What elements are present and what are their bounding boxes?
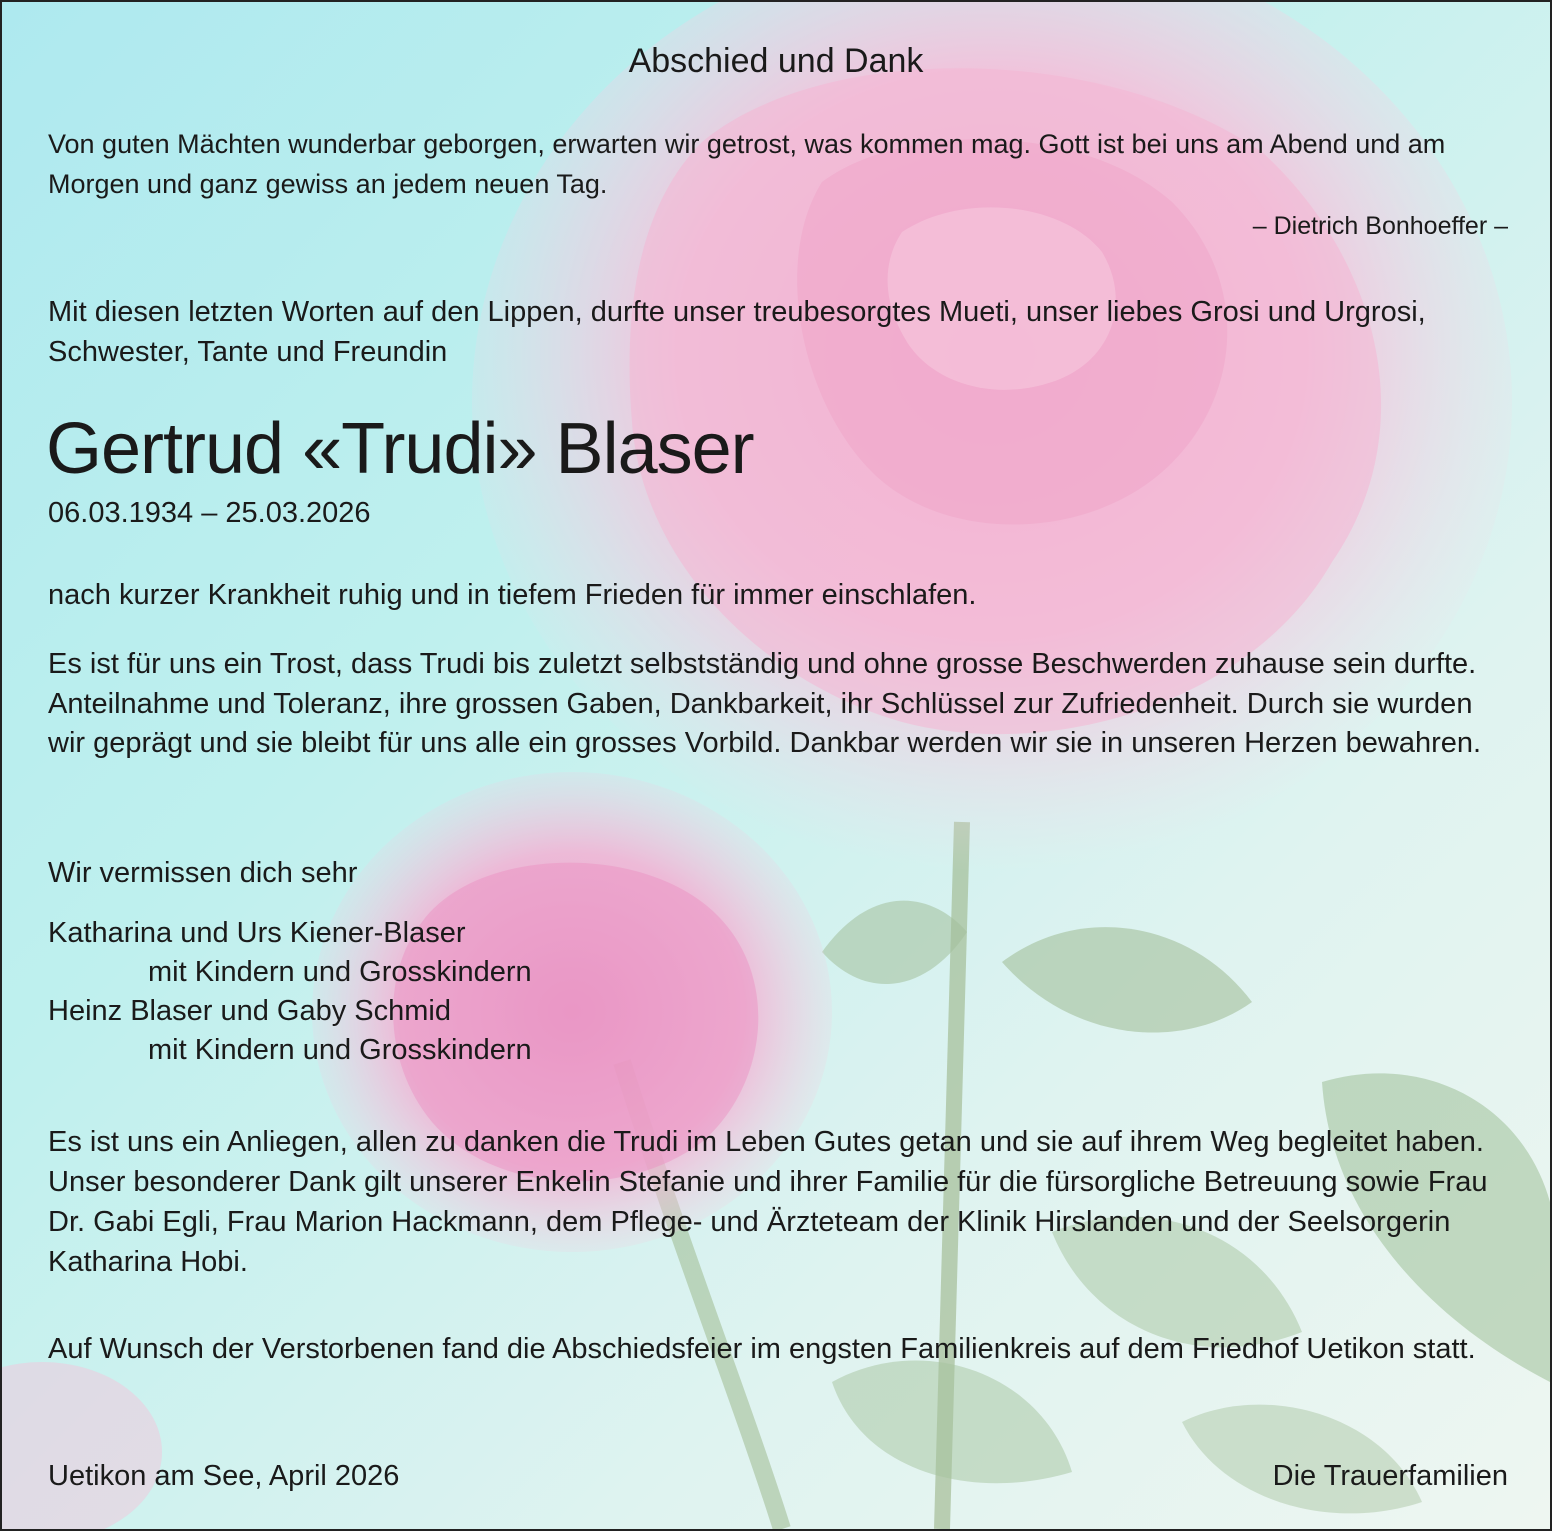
- family-member-sub: mit Kindern und Grosskindern: [148, 1034, 532, 1066]
- place-date: Uetikon am See, April 2026: [48, 1460, 400, 1492]
- intro-paragraph: Mit diesen letzten Worten auf den Lippen, durfte unser treubesorgtes Mueti, unser liebes Grosi und Urgrosi, Schwester, Tante und Freundin: [48, 296, 1426, 368]
- passing-sentence: nach kurzer Krankheit ruhig und in tiefem Frieden für immer einschlafen.: [48, 579, 977, 611]
- thanks-paragraph: Es ist uns ein Anliegen, allen zu danken die Trudi im Leben Gutes getan und sie auf ihrem Weg begleitet haben. Unser besonderer Dank gilt unserer Enkelin Stefanie und ihrer Familie für die fürsorgliche Betreuung sowie Frau Dr. Gabi Egli, Frau Marion Hackmann, dem Pflege- und Ärzteteam der Klinik Hirslanden und der Seelsorgerin Katharina Hobi.: [48, 1126, 1488, 1278]
- family-member-name: Katharina und Urs Kiener-Blaser: [48, 917, 466, 949]
- family-member-name: Heinz Blaser und Gaby Schmid: [48, 995, 451, 1027]
- family-member-sub: mit Kindern und Grosskindern: [148, 956, 532, 988]
- tribute-paragraph: Es ist für uns ein Trost, dass Trudi bis zuletzt selbstständig und ohne grosse Beschwerden zuhause sein durfte. Anteilnahme und Toleranz, ihre grossen Gaben, Dankbarkeit, ihr Schlüssel zur Zufriedenheit. Durch sie wurden wir geprägt und sie bleibt für uns alle ein grosses Vorbild. Dankbar werden wir sie in unseren Herzen bewahren.: [48, 648, 1482, 759]
- signature: Die Trauerfamilien: [1272, 1460, 1508, 1492]
- bonhoeffer-quote: Von guten Mächten wunderbar geborgen, erwarten wir getrost, was kommen mag. Gott ist bei uns am Abend und am Morgen und ganz gewiss an jedem neuen Tag.: [48, 129, 1446, 199]
- notice-heading: Abschied und Dank: [628, 42, 924, 80]
- ceremony-paragraph: Auf Wunsch der Verstorbenen fand die Abschiedsfeier im engsten Familienkreis auf dem Friedhof Uetikon statt.: [48, 1333, 1476, 1365]
- missing-line: Wir vermissen dich sehr: [48, 857, 358, 889]
- quote-author: – Dietrich Bonhoeffer –: [1252, 212, 1508, 240]
- deceased-name: Gertrud «Trudi» Blaser: [46, 409, 754, 489]
- life-dates: 06.03.1934 – 25.03.2026: [48, 497, 371, 529]
